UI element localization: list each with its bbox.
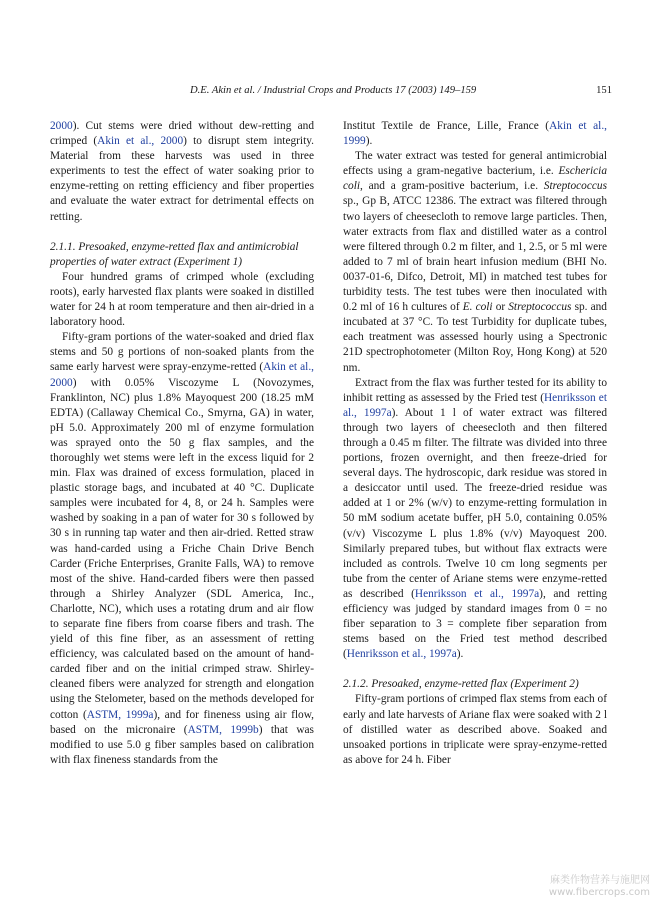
citation-link[interactable]: 2000 <box>50 120 73 132</box>
left-column <box>50 119 314 768</box>
paragraph: Fifty-gram portions of crimped flax stems from each of early and late harvests of Ariane flax were soaked with 2 l of distilled water as described above. Soaked and unsoaked portions in triplicate were spray-enzyme-retted as above for 24 h. Fiber <box>343 693 607 766</box>
running-head: D.E. Akin et al. / Industrial Crops and Products 17 (2003) 149–159 <box>190 85 477 96</box>
citation-link[interactable]: Henriksson et al., 1997a <box>346 648 457 661</box>
paragraph: Extract from the flax was further tested for its ability to inhibit retting as assessed by the Fried test (Henriksson et al., 1997a). About 1 l of water extract was filtered through two layers of cheesecloth and then filtered through a 0.45 m filter. The filtrate was divided into three portions, frozen overnight, and then freeze-dried for several days. The hydroscopic, dark residue was stored in a desiccator until used. The freeze-dried residue was added at 1 or 2% (w/v) to enzyme-retting formulation in 50 mM sodium acetate buffer, pH 5.0, containing 0.05% (v/v) Viscozyme L plus 1.8% (v/v) Mayoquest 200. Similarly prepared tubes, but without flax extracts were included as controls. Twelve 10 cm long segments per tube from the center of Ariane stems were enzyme-retted as described (Henriksson et al., 1997a), and retting efficiency was judged by standard images from 0 = no fiber separation to 3 = complete fiber separation from stems based on the Fried test method described (Henriksson et al., 1997a). <box>343 376 607 661</box>
citation-link[interactable]: Henriksson et al., 1997a <box>414 587 540 600</box>
paragraph: 2000). Cut stems were dried without dew-retting and crimped (Akin et al., 2000) to disrupt stem integrity. Material from these harvests was used in three experiments to test the effect of water soaking prior to enzyme-retting on retting efficiency and fiber properties and evaluate the water extract for detrimental effects on retting. <box>50 120 314 223</box>
citation-link[interactable]: ASTM, 1999a <box>86 708 154 721</box>
page-number: 151 <box>596 85 612 96</box>
citation-link[interactable]: Akin et al., 1999 <box>343 120 607 148</box>
watermark-line: www.fibercrops.com <box>548 887 650 898</box>
right-column <box>343 119 607 768</box>
citation-link[interactable]: Henriksson et al., 1997a <box>343 391 607 419</box>
running-header <box>50 85 612 101</box>
paragraph: Fifty-gram portions of the water-soaked and dried flax stems and 50 g portions of non-soaked plants from the same early harvest were spray-enzyme-retted (Akin et al., 2000) with 0.05% Viscozyme L (Novozymes, Franklinton, NC) plus 1.8% Mayoquest 200 (18.25 mM EDTA) (Callaway Chemical Co., Smyrna, GA) in water, pH 5.0. Approximately 200 ml of enzyme formulation was sprayed onto the 50 g flax samples, and the thoroughly wet stems were left in the excess liquid for 2 min. Flax was drained of excess formulation, placed in plastic storage bags, and incubated at 40 °C. Duplicate samples were incubated for 4, 8, or 24 h. Samples were washed by soaking in a pan of water for 30 s followed by 30 s in running tap water and then air-dried. Retted straw was hand-carded using a Friche Chain Drive Bench Carder (Friche Enterprises, Granite Falls, WA) to remove most of the shive. Hand-carded fibers were then passed through a Shirley Analyzer (SDL America, Inc., Charlotte, NC), which uses a rotating drum and air flow to separate fine fibers from coarse fibers and trash. The yield of this fine fiber, as an assessment of retting efficiency, was calculated based on the amount of hand-carded fiber and on the initial crimped straw. Shirley-cleaned fibers were analyzed for strength and elongation using the Stelometer, based on the methods developed for cotton (ASTM, 1999a), and for fineness using air flow, based on the micronaire (ASTM, 1999b) that was modified to use 5.0 g fiber samples based on calibration with flax fineness standards from the <box>50 331 314 766</box>
paragraph: Institut Textile de France, Lille, France (Akin et al., 1999). <box>343 120 607 148</box>
species-name: E. coli <box>462 301 493 314</box>
species-name: Eschericia coli <box>343 165 607 193</box>
paragraph: Four hundred grams of crimped whole (excluding roots), early harvested flax plants were soaked in distilled water for 24 h at room temperature and then air-dried in a laboratory hood. <box>50 270 314 329</box>
watermark-line: 麻类作物营养与施肥网 <box>550 875 650 886</box>
section-heading: 2.1.2. Presoaked, enzyme-retted flax (Experiment 2) <box>343 678 579 691</box>
citation-link[interactable]: ASTM, 1999b <box>187 723 259 736</box>
species-name: Streptococcus <box>508 301 572 314</box>
paragraph: The water extract was tested for general antimicrobial effects using a gram-negative bacterium, i.e. Eschericia coli, and a gram-positive bacterium, i.e. Streptococcus sp., Gp B, ATCC 12386. The extract was filtered through two layers of cheesecloth to remove large particles. Then, water extracts from flax and distilled water as a control were filtered through 0.2 m filter, and 1, 2.5, or 5 ml were added to 7 ml of brain heart infusion medium (BHI No. 0037-01-6, Difco, Detroit, MI) in matched test tubes for turbidity tests. The test tubes were then inoculated with 0.2 ml of 16 h cultures of E. coli or Streptococcus sp. and incubated at 37 °C. To test Turbidity for duplicate tubes, each treatment was assessed hourly using a Spectronic 21D spectrophotometer (Milton Roy, Hong Kong) at 520 nm. <box>343 150 607 374</box>
species-name: Streptococcus <box>543 180 607 193</box>
section-heading: 2.1.1. Presoaked, enzyme-retted flax and antimicrobial properties of water extract (Experiment 1) <box>50 240 299 268</box>
citation-link[interactable]: Akin et al., 2000 <box>97 135 184 148</box>
citation-link[interactable]: Akin et al., 2000 <box>50 361 314 389</box>
site-watermark <box>549 875 650 899</box>
